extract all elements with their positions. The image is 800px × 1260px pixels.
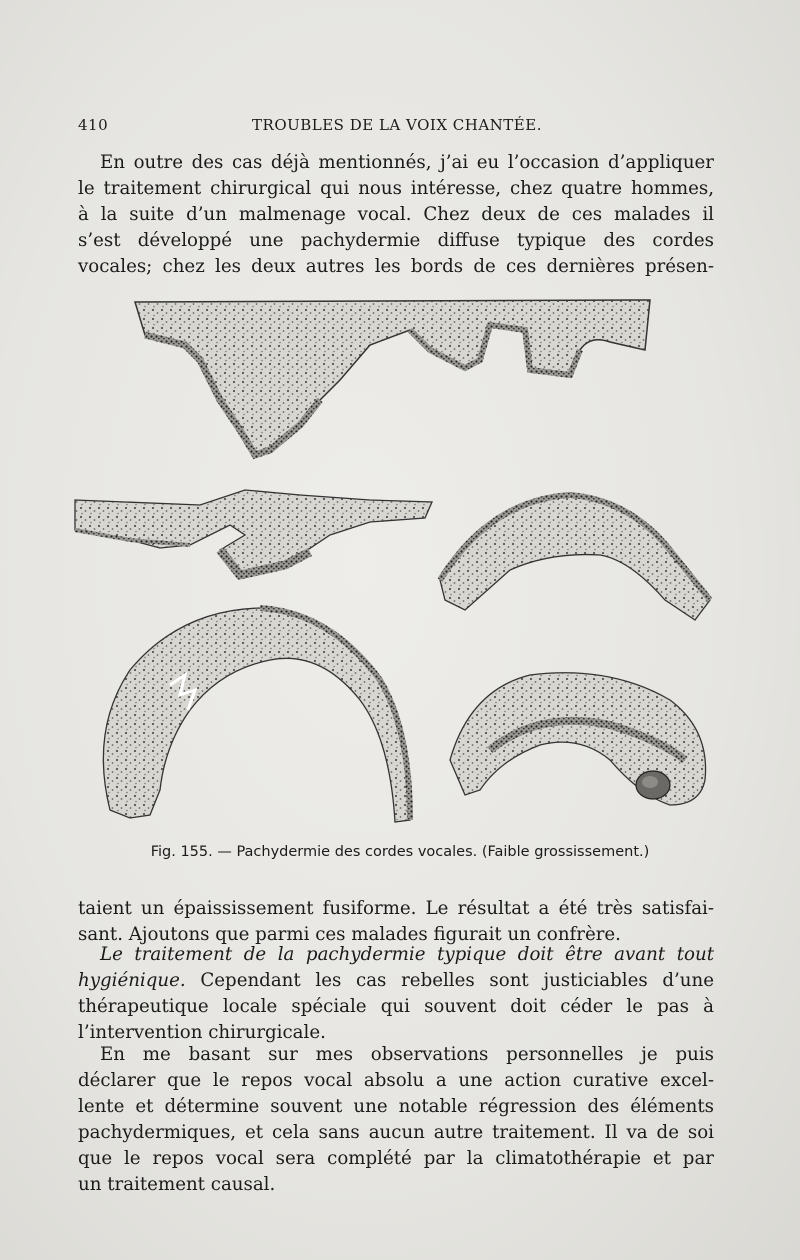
text-line: vocales; chez les deux autres les bords de ces dernières présen- [78, 256, 714, 277]
paragraph-2 [78, 896, 714, 948]
italic-text: hygiénique. [78, 970, 186, 991]
text-line: En me basant sur mes observations personnelles je puis [100, 1044, 714, 1065]
text-line: le traitement chirurgical qui nous intéresse, chez quatre hommes, [78, 178, 714, 199]
section-bottom-right [450, 673, 706, 805]
text-line: lente et détermine souvent une notable régression des éléments [78, 1096, 714, 1117]
paragraph-3 [78, 942, 714, 1046]
text-line: En outre des cas déjà mentionnés, j’ai eu l’occasion d’appliquer [100, 152, 714, 173]
section-top [135, 300, 650, 455]
text-line: un traitement causal. [78, 1174, 276, 1195]
text-line: que le repos vocal sera complété par la climatothérapie et par [78, 1148, 714, 1169]
running-title: TROUBLES DE LA VOIX CHANTÉE. [252, 116, 542, 134]
section-bottom-left [103, 608, 410, 822]
paragraph-4 [78, 1042, 714, 1198]
text-line: l’intervention chirurgicale. [78, 1022, 326, 1043]
paragraph-1 [78, 150, 714, 280]
text-fragment: Cependant les cas rebelles sont justiciables d’une [185, 970, 714, 991]
text-line: déclarer que le repos vocal absolu a une action curative excel- [78, 1070, 714, 1091]
histology-figure [70, 290, 720, 830]
text-line [78, 942, 714, 968]
text-line: thérapeutique locale spéciale qui souvent doit céder le pas à [78, 996, 714, 1017]
text-line: sant. Ajoutons que parmi ces malades figurait un confrère. [78, 924, 621, 945]
page-number: 410 [78, 116, 109, 134]
section-middle-left [75, 490, 432, 575]
section-middle-right [440, 495, 710, 620]
text-line [78, 968, 714, 994]
text-line: s’est développé une pachydermie diffuse typique des cordes [78, 230, 714, 251]
figure-caption: Fig. 155. — Pachydermie des cordes vocales. (Faible grossissement.) [150, 844, 650, 860]
italic-text: Le traitement de la pachydermie typique doit être avant tout [100, 944, 714, 965]
text-line: à la suite d’un malmenage vocal. Chez deux de ces malades il [78, 204, 714, 225]
text-line: pachydermiques, et cela sans aucun autre traitement. Il va de soi [78, 1122, 714, 1143]
text-line: taient un épaississement fusiforme. Le résultat a été très satisfai- [78, 898, 714, 919]
